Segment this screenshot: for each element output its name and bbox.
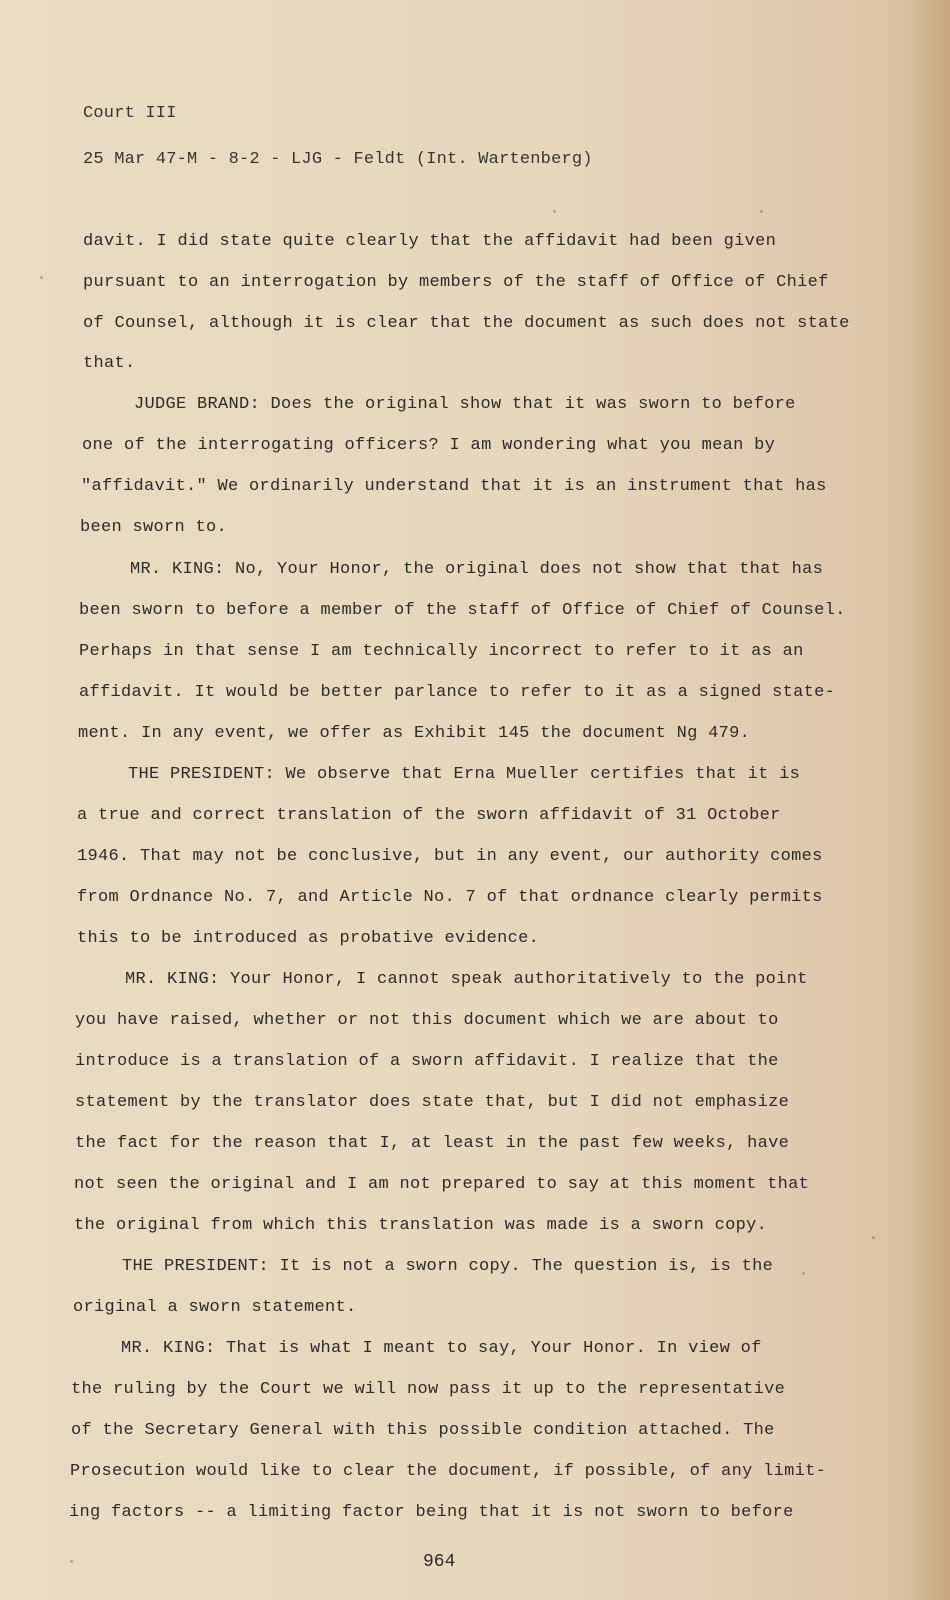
- text-line: statement by the translator does state that, but I did not emphasize: [75, 1093, 790, 1112]
- text-line: that.: [83, 354, 136, 373]
- text-line: not seen the original and I am not prepared to say at this moment that: [74, 1175, 810, 1194]
- text-line: of the Secretary General with this possible condition attached. The: [71, 1421, 775, 1440]
- text-line: "affidavit." We ordinarily understand that it is an instrument that has: [81, 477, 827, 496]
- text-line-speaker: MR. KING: That is what I meant to say, Your Honor. In view of: [121, 1339, 762, 1358]
- paper-speck: [70, 1560, 73, 1563]
- text-line: introduce is a translation of a sworn affidavit. I realize that the: [75, 1052, 779, 1071]
- text-line: affidavit. It would be better parlance to refer to it as a signed state-: [79, 683, 836, 702]
- text-line: of Counsel, although it is clear that the document as such does not state: [83, 314, 850, 333]
- page-number: 964: [423, 1552, 456, 1572]
- text-line: pursuant to an interrogation by members of the staff of Office of Chief: [83, 273, 829, 292]
- text-line: a true and correct translation of the sworn affidavit of 31 October: [77, 806, 781, 825]
- text-line: Prosecution would like to clear the document, if possible, of any limit-: [70, 1462, 827, 1481]
- text-line-speaker: JUDGE BRAND: Does the original show that it was sworn to before: [134, 395, 796, 414]
- paper-speck: [802, 1272, 805, 1275]
- text-line: Perhaps in that sense I am technically incorrect to refer to it as an: [79, 642, 804, 661]
- text-line: ing factors -- a limiting factor being that it is not sworn to before: [69, 1503, 794, 1522]
- text-line: 1946. That may not be conclusive, but in any event, our authority comes: [77, 847, 823, 866]
- text-line: one of the interrogating officers? I am wondering what you mean by: [82, 436, 776, 455]
- text-line-speaker: THE PRESIDENT: It is not a sworn copy. The question is, is the: [122, 1257, 774, 1276]
- page-edge-shadow: [910, 0, 950, 1600]
- text-line: from Ordnance No. 7, and Article No. 7 of that ordnance clearly permits: [77, 888, 823, 907]
- text-line: the fact for the reason that I, at least in the past few weeks, have: [75, 1134, 790, 1153]
- text-line: ment. In any event, we offer as Exhibit 145 the document Ng 479.: [78, 724, 751, 743]
- paper-speck: [553, 210, 556, 213]
- text-line-speaker: MR. KING: Your Honor, I cannot speak authoritatively to the point: [125, 970, 808, 989]
- paper-speck: [760, 210, 763, 213]
- text-line: been sworn to.: [80, 518, 228, 537]
- paper-speck: [40, 276, 43, 279]
- paper-speck: [872, 1236, 875, 1239]
- text-line: been sworn to before a member of the staff of Office of Chief of Counsel.: [79, 601, 846, 620]
- text-line: the original from which this translation was made is a sworn copy.: [74, 1216, 768, 1235]
- text-line: this to be introduced as probative evidence.: [77, 929, 540, 948]
- transcript-reference: 25 Mar 47-M - 8-2 - LJG - Feldt (Int. Wartenberg): [83, 150, 593, 169]
- text-line: davit. I did state quite clearly that the affidavit had been given: [83, 232, 777, 251]
- text-line-speaker: THE PRESIDENT: We observe that Erna Mueller certifies that it is: [128, 765, 801, 784]
- text-line: the ruling by the Court we will now pass it up to the representative: [71, 1380, 786, 1399]
- court-label: Court III: [83, 104, 177, 123]
- text-line: you have raised, whether or not this document which we are about to: [75, 1011, 779, 1030]
- text-line-speaker: MR. KING: No, Your Honor, the original does not show that that has: [130, 560, 824, 579]
- text-line: original a sworn statement.: [73, 1298, 357, 1317]
